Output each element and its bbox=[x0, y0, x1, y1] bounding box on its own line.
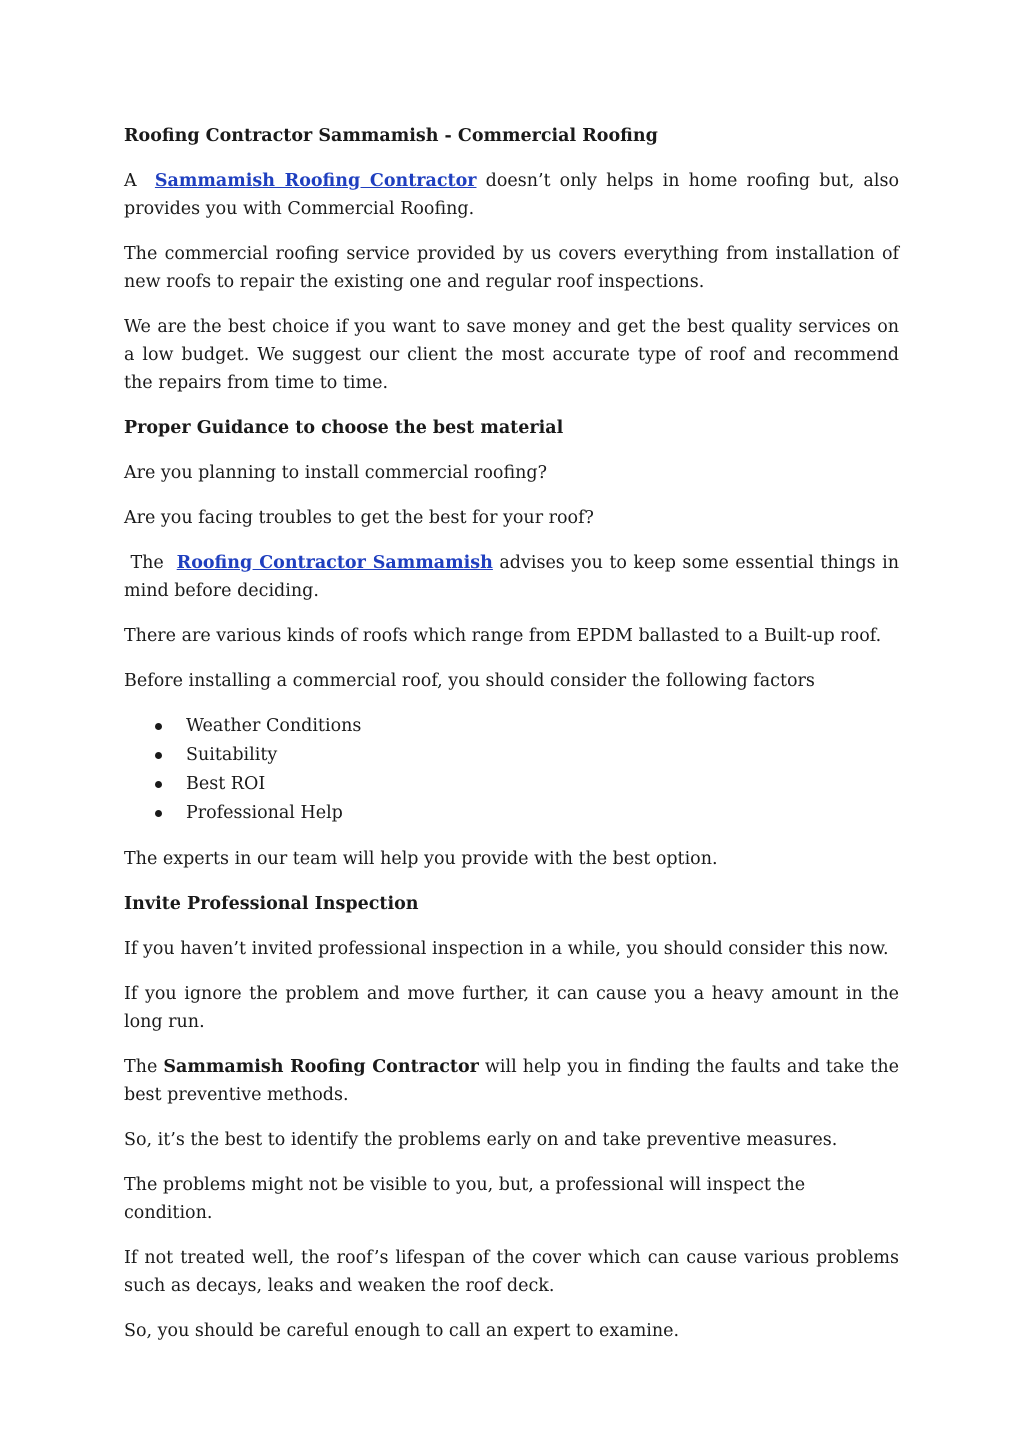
best-choice-paragraph: We are the best choice if you want to save money and get the best quality services on a low budget. We suggest our client the most accurate type of roof and recommend the repairs from time to time. bbox=[124, 317, 899, 393]
contractor-prefix: The bbox=[124, 1057, 158, 1077]
intro-paragraph bbox=[124, 167, 899, 223]
contractor-paragraph bbox=[124, 1053, 899, 1109]
document-body bbox=[124, 122, 899, 1362]
factors-list bbox=[124, 712, 899, 828]
lifespan-paragraph: If not treated well, the roof’s lifespan of the cover which can cause various problems such as decays, leaks and weaken the roof deck. bbox=[124, 1248, 899, 1296]
identify-paragraph: So, it’s the best to identify the problems early on and take preventive measures. bbox=[124, 1130, 838, 1150]
troubles-question: Are you facing troubles to get the best for your roof? bbox=[124, 508, 594, 528]
document-title: Roofing Contractor Sammamish - Commercial Roofing bbox=[124, 126, 658, 146]
service-paragraph: The commercial roofing service provided by us covers everything from installation of new roofs to repair the existing one and regular roof inspections. bbox=[124, 244, 899, 292]
sammamish-roofing-contractor-link[interactable]: Sammamish Roofing Contractor bbox=[154, 171, 477, 191]
list-item: Professional Help bbox=[186, 799, 899, 828]
inspection-heading: Invite Professional Inspection bbox=[124, 894, 419, 914]
kinds-paragraph: There are various kinds of roofs which range from EPDM ballasted to a Built-up roof. bbox=[124, 626, 882, 646]
planning-question: Are you planning to install commercial roofing? bbox=[124, 463, 547, 483]
contractor-name: Sammamish Roofing Contractor bbox=[163, 1057, 479, 1077]
careful-paragraph: So, you should be careful enough to call an expert to examine. bbox=[124, 1321, 680, 1341]
list-item: Best ROI bbox=[186, 770, 899, 799]
intro-prefix: A bbox=[124, 171, 137, 191]
intro-suffix: doesn’t only helps in home roofing but, also provides you with Commercial Roofing. bbox=[124, 171, 899, 219]
advise-paragraph bbox=[124, 549, 899, 605]
list-item: Suitability bbox=[186, 741, 899, 770]
advise-suffix: advises you to keep some essential things in mind before deciding. bbox=[124, 553, 899, 601]
invite-paragraph: If you haven’t invited professional inspection in a while, you should consider this now. bbox=[124, 939, 889, 959]
ignore-paragraph: If you ignore the problem and move further, it can cause you a heavy amount in the long run. bbox=[124, 984, 899, 1032]
experts-paragraph: The experts in our team will help you provide with the best option. bbox=[124, 849, 718, 869]
visible-paragraph: The problems might not be visible to you, but, a professional will inspect the condition. bbox=[124, 1175, 806, 1223]
contractor-suffix: will help you in finding the faults and take the best preventive methods. bbox=[124, 1057, 899, 1105]
list-item: Weather Conditions bbox=[186, 712, 899, 741]
roofing-contractor-sammamish-link[interactable]: Roofing Contractor Sammamish bbox=[176, 553, 493, 573]
guidance-heading: Proper Guidance to choose the best material bbox=[124, 418, 564, 438]
factors-intro: Before installing a commercial roof, you should consider the following factors bbox=[124, 671, 815, 691]
advise-prefix: The bbox=[130, 553, 164, 573]
